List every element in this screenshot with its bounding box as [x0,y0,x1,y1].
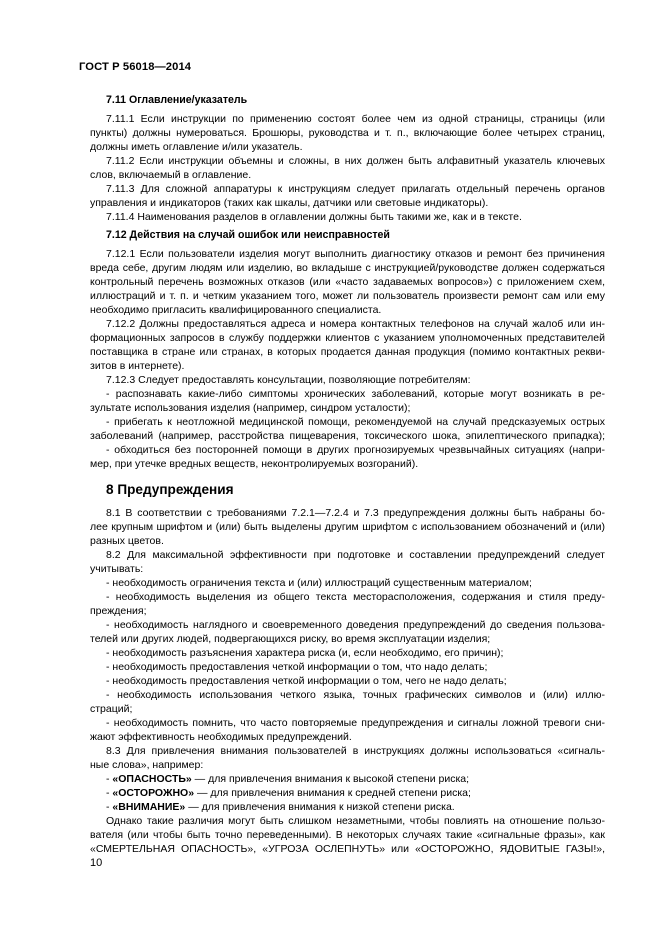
paragraph-line: иллюстраций и т. п. и четким указанием того, может ли пользователь произвести ремонт сам или ему [90,290,605,302]
list-item-line: - обходиться без посторонней помощи в других прогнозируемых чрезвычайных ситуациях (напри- [106,444,605,456]
section-7-12-title: 7.12 Действия на случай ошибок или неисправностей [106,229,390,241]
paragraph-line: вателя (или чтобы быть точно переведенными). В некоторых случаях такие «сигнальные фразы», как [90,829,605,841]
paragraph-line: управления и индикаторов (таких как шкалы, датчики или световые индикаторы). [90,197,489,209]
paragraph-line: 7.11.4 Наименования разделов в оглавлении должны быть такими же, как и в тексте. [106,211,522,223]
paragraph-line: 8.2 Для максимальной эффективности при подготовке и составлении предупреждений следует [106,549,605,561]
list-item-line: - необходимость ограничения текста и (или) иллюстраций существенным материалом; [106,577,532,589]
section-8-title: 8 Предупреждения [106,482,234,497]
signal-word-text: — для привлечения внимания к высокой степени риска; [191,773,470,785]
paragraph-line: пункты) должны нумероваться. Брошюры, руководства и т. п., включающие более четырех страниц, [90,127,605,139]
paragraph-line: разных цветов. [90,535,164,547]
paragraph-line: слов, включаемый в оглавление. [90,169,252,181]
paragraph-line: 7.12.1 Если пользователи изделия могут выполнить диагностику отказов и ремонт без причинения [106,248,605,260]
paragraph-line: зитов в интернете). [90,360,185,372]
paragraph-line: 7.12.2 Должны предоставляться адреса и номера контактных телефонов на случай жалоб или ин- [106,318,605,330]
paragraph-line: 8.3 Для привлечения внимания пользователей в инструкциях должны использоваться «сигналь- [106,745,605,757]
list-bullet: - [106,773,113,785]
paragraph-line: учитывать: [90,563,144,575]
list-item-line: преждения; [90,605,147,617]
paragraph-line: необходимо пригласить квалифицированного специалиста. [90,304,382,316]
page-number: 10 [90,857,103,869]
list-item-line: - необходимость выделения из общего текста месторасположения, содержания и стиля преду- [106,591,605,603]
list-item-line: заболеваний (например, расстройства пищеварения, токсического шока, эпилептического припадка); [90,430,605,442]
signal-word-item [106,772,605,786]
section-7-11-title: 7.11 Оглавление/указатель [106,94,248,106]
paragraph-line: 7.11.1 Если инструкции по применению состоят более чем из одной страницы, страницы (или [106,113,605,125]
paragraph-line: поставщика в стране или странах, в которых продается данная продукция (помимо контактных рекви- [90,346,605,358]
paragraph-line: 7.12.3 Следует предоставлять консультации, позволяющие потребителям: [106,374,471,386]
list-item-line: - необходимость использования четкого языка, точных графических символов и (или) иллю- [106,689,605,701]
paragraph-line: ные слова», например: [90,759,204,771]
list-item-line: жают эффективность необходимых предупреждений. [90,731,352,743]
paragraph-line: 7.11.3 Для сложной аппаратуры к инструкциям следует прилагать отдельный перечень органов [106,183,605,195]
list-item-line: зультате использования изделия (например, синдром усталости); [90,402,411,414]
signal-word: «ОПАСНОСТЬ» [112,773,192,785]
paragraph-line: лее крупным шрифтом и (или) быть выделены другим шрифтом с использованием обозначений и (или) [90,521,605,533]
paragraph-line: 7.11.2 Если инструкции объемны и сложны, в них должен быть алфавитный указатель ключевых [106,155,605,167]
list-item-line: - необходимость предоставления четкой информации о том, что надо делать; [106,661,488,673]
paragraph-line: должны иметь оглавление и/или указатель. [90,141,303,153]
paragraph-line: контрольный перечень возможных отказов (или «часто задаваемых вопросов») с приложением схем, [90,276,605,288]
paragraph-line: 8.1 В соответствии с требованиями 7.2.1—7.2.4 и 7.3 предупреждения должны быть набраны бо- [106,507,605,519]
paragraph-line: Однако такие различия могут быть слишком незаметными, чтобы повлиять на отношение пользо- [106,815,605,827]
signal-word: «ОСТОРОЖНО» [112,787,195,799]
list-item-line: - необходимость предоставления четкой информации о том, чего не надо делать; [106,675,507,687]
paragraph-line: вреда себе, другим людям или изделию, во вкладыше с инструкцией/руководстве должен содержаться [90,262,605,274]
list-bullet: - [106,801,113,813]
list-item-line: телей или других людей, подвергающихся риску, во время эксплуатации изделия; [90,633,491,645]
list-item-line: - необходимость разъяснения характера риска (и, если необходимо, его причин); [106,647,504,659]
list-item-line: страций; [90,703,133,715]
signal-word: «ВНИМАНИЕ» [112,801,186,813]
paragraph-line: формационных запросов в службу поддержки клиентов с указанием уполномоченных представителей [90,332,605,344]
list-item-line: - распознавать какие-либо симптомы хронических заболеваний, которые могут возникать в ре- [106,388,605,400]
paragraph-line: «СМЕРТЕЛЬНАЯ ОПАСНОСТЬ», «УГРОЗА ОСЛЕПНУТЬ» или «ОСТОРОЖНО, ЯДОВИТЫЕ ГАЗЫ!», [90,843,605,855]
list-bullet: - [106,787,113,799]
list-item-line: - прибегать к неотложной медицинской помощи, рекомендуемой на случай предсказуемых острых [106,416,605,428]
signal-word-item [106,786,605,800]
signal-word-text: — для привлечения внимания к средней степени риска; [194,787,471,799]
list-item-line: - необходимость наглядного и своевременного доведения предупреждений до сведения пользова- [106,619,605,631]
list-item-line: - необходимость помнить, что часто повторяемые предупреждения и сигналы ложной тревоги сни- [106,717,605,729]
signal-word-item [106,800,605,814]
document-header: ГОСТ Р 56018—2014 [79,61,192,73]
signal-word-text: — для привлечения внимания к низкой степени риска. [185,801,455,813]
list-item-line: мер, при утечке вредных веществ, неконтролируемых возгораний). [90,458,419,470]
